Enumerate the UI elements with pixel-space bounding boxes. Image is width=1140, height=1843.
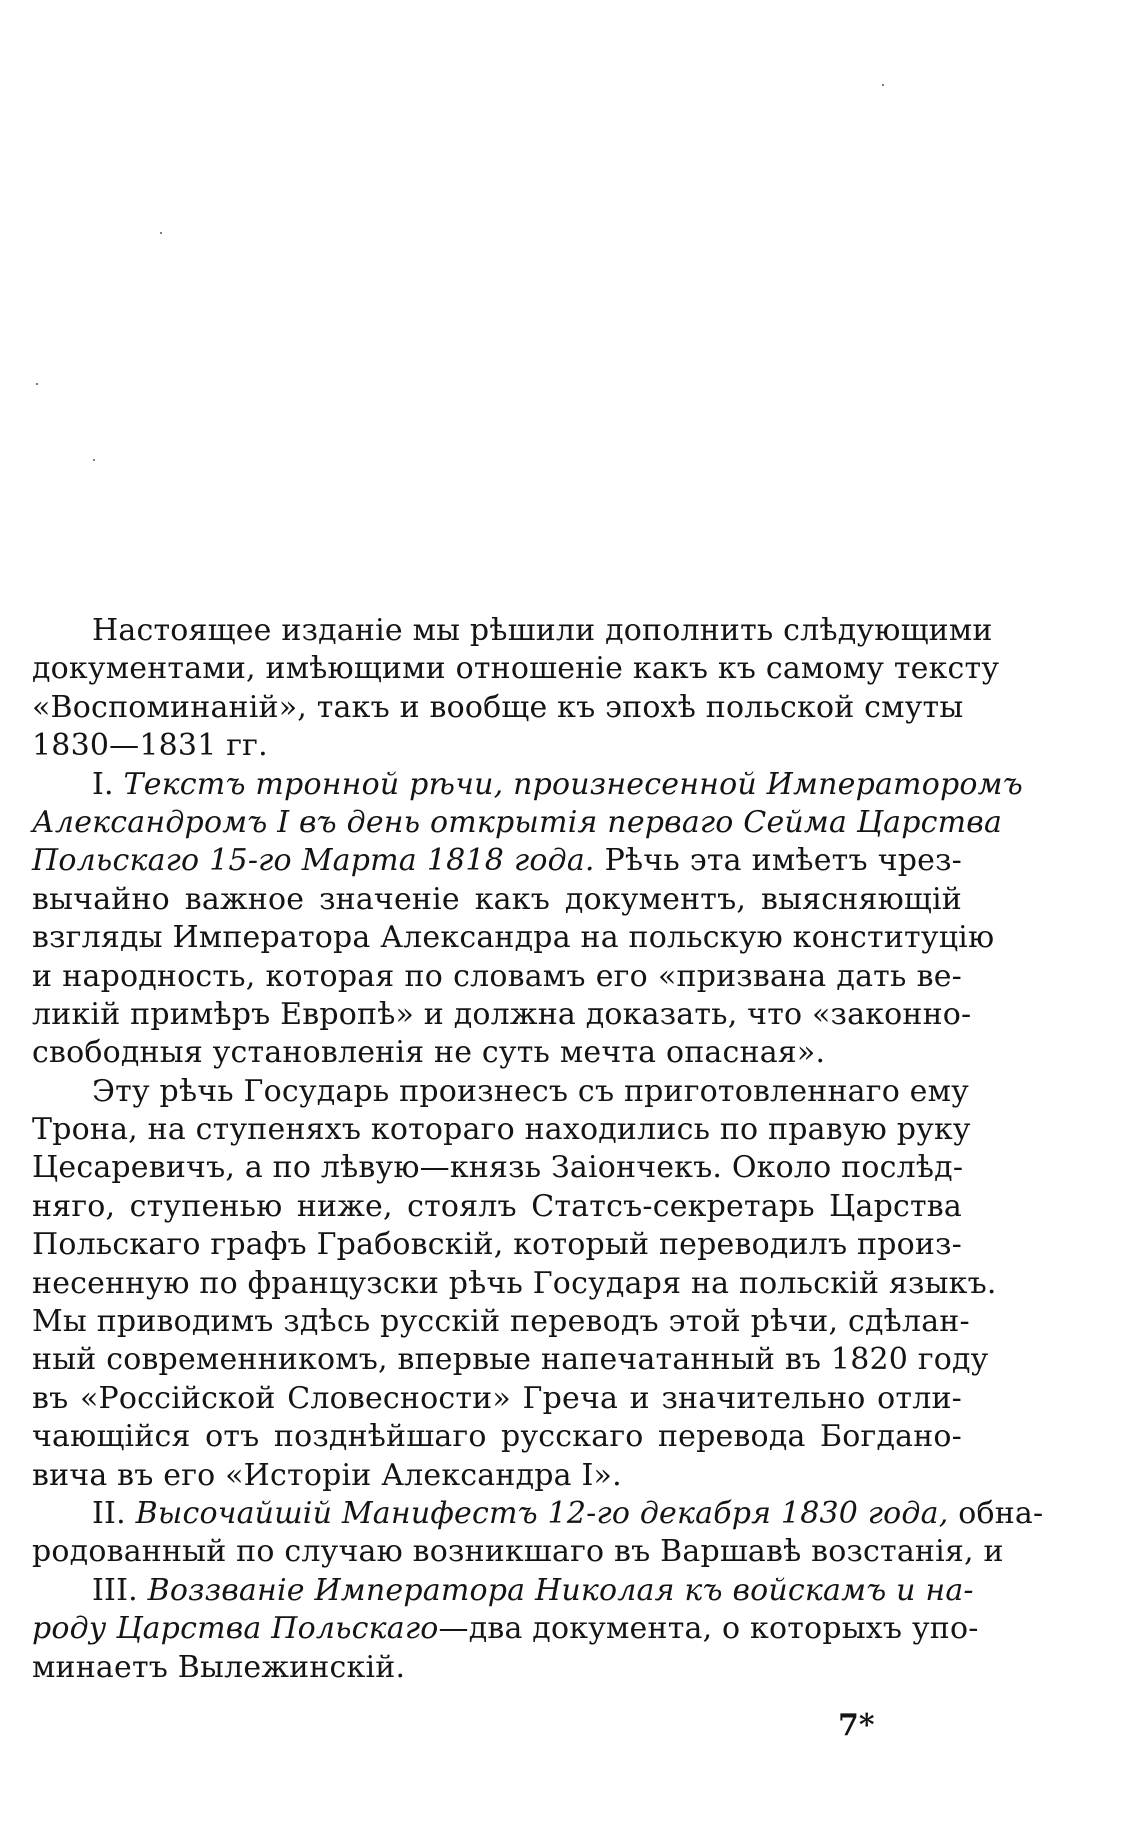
text-run: обна-: [948, 1495, 1044, 1531]
scan-speck: [160, 232, 162, 234]
text-run: Мы приводимъ здѣсь русскій переводъ этой рѣчи, сдѣлан-: [32, 1304, 970, 1340]
text-run: ликій примѣръ Европѣ» и должна доказать, что «законно-: [32, 996, 972, 1032]
text-run: Трона, на ступеняхъ котораго находились по правую руку: [32, 1112, 971, 1148]
text-run: 1830—1831 гг.: [32, 728, 268, 764]
scan-speck: [36, 383, 38, 385]
text-run: вычайно важное значеніе какъ документъ, выясняющій: [32, 881, 962, 917]
italic-text-run: Польскаго 15-го Марта 1818 года.: [32, 843, 595, 879]
text-line: [32, 1457, 962, 1495]
body-text: [32, 612, 1044, 1687]
text-line: [32, 612, 993, 650]
text-run: чающійся отъ позднѣйшаго русскаго перевода Богдано-: [32, 1419, 962, 1455]
text-line: [32, 650, 1000, 688]
italic-text-run: Александромъ I въ день открытія перваго Сейма Царства: [32, 804, 1003, 840]
text-run: Настоящее изданіе мы рѣшили дополнить слѣдующими: [92, 613, 993, 648]
text-run: минаетъ Вылежинскій.: [32, 1649, 406, 1685]
text-run: I.: [92, 766, 124, 802]
page-number: 7*: [838, 1708, 875, 1743]
text-line: [32, 804, 1003, 842]
text-line: [32, 1418, 962, 1456]
italic-text-run: Высочайшій Манифестъ 12-го декабря 1830 года,: [135, 1495, 949, 1531]
text-run: свободныя установленія не суть мечта опасная».: [32, 1035, 826, 1071]
text-run: няго, ступенью ниже, стоялъ Статсъ-секретарь Царства: [32, 1188, 962, 1224]
text-run: Эту рѣчь Государь произнесъ съ приготовленнаго ему: [92, 1073, 970, 1109]
text-run: и народность, которая по словамъ его «призвана дать ве-: [32, 958, 962, 994]
text-run: несенную по французски рѣчь Государя на польскій языкъ.: [32, 1265, 997, 1301]
text-run: Рѣчь эта имѣетъ чрез-: [594, 843, 962, 879]
text-line: [32, 1265, 997, 1303]
italic-text-run: роду Царства Польскаго: [32, 1611, 439, 1647]
text-line: [32, 766, 1023, 804]
italic-text-run: Текстъ тронной рѣчи, произнесенной Императоромъ: [123, 766, 1023, 802]
text-line: [32, 1495, 1044, 1533]
text-line: [32, 1649, 962, 1687]
text-line: [32, 1341, 989, 1379]
text-run: Цесаревичъ, а по лѣвую—князь Заіончекъ. Около послѣд-: [32, 1150, 964, 1186]
text-run: документами, имѣющими отношеніе какъ къ самому тексту: [32, 651, 1000, 687]
text-run: III.: [92, 1572, 148, 1608]
text-line: [32, 881, 962, 919]
text-run: родованный по случаю возникшаго въ Варшавѣ возстанія, и: [32, 1534, 1004, 1570]
text-run: въ «Россійской Словесности» Греча и значительно отли-: [32, 1380, 962, 1416]
text-line: [32, 842, 962, 880]
text-line: [32, 958, 962, 996]
text-run: Польскаго графъ Грабовскій, который переводилъ произ-: [32, 1227, 962, 1263]
text-run: «Воспоминаній», такъ и вообще къ эпохѣ польской смуты: [32, 689, 964, 725]
text-run: взгляды Императора Александра на польскую конституцію: [32, 920, 995, 956]
text-line: [32, 919, 995, 957]
text-run: вича въ его «Исторіи Александра I».: [32, 1457, 622, 1493]
text-line: [32, 1034, 962, 1072]
text-run: ный современникомъ, впервые напечатанный въ 1820 году: [32, 1342, 989, 1378]
text-line: [32, 996, 972, 1034]
text-run: II.: [92, 1495, 136, 1531]
scan-speck: [882, 84, 884, 86]
text-line: [32, 689, 962, 727]
text-line: [32, 1572, 974, 1610]
text-line: [32, 1303, 970, 1341]
text-line: [32, 727, 962, 765]
text-run: —два документа, о которыхъ упо-: [438, 1611, 979, 1647]
text-line: [32, 1380, 962, 1418]
text-line: [32, 1149, 962, 1187]
text-line: [32, 1226, 962, 1264]
text-line: [32, 1073, 970, 1111]
text-line: [32, 1111, 971, 1149]
text-line: [32, 1533, 1004, 1571]
italic-text-run: Воззваніе Императора Николая къ войскамъ и на-: [147, 1572, 974, 1608]
text-line: [32, 1610, 979, 1648]
scan-speck: [93, 459, 95, 461]
text-line: [32, 1188, 962, 1226]
